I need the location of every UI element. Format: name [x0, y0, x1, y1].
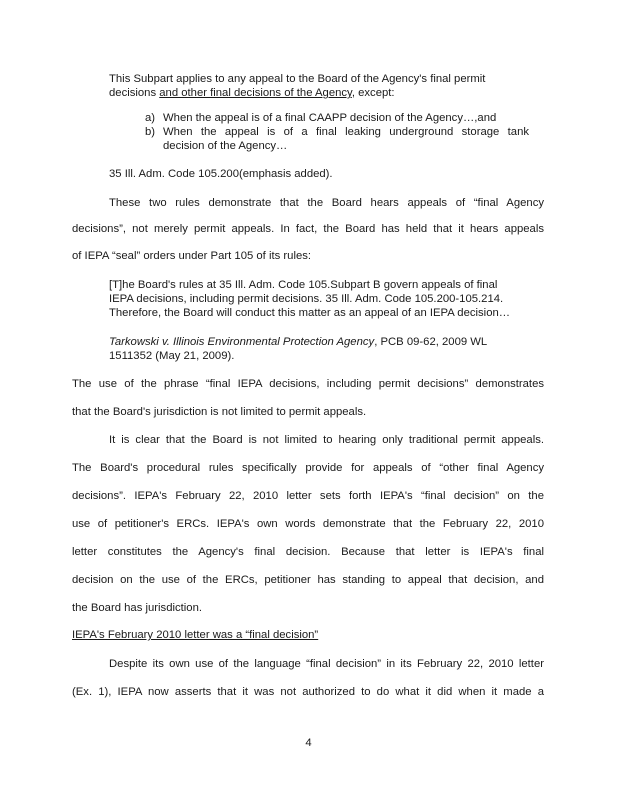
- para3-line1: It is clear that the Board is not limited to hearing only traditional permit appeals.: [109, 434, 544, 446]
- quote1-emphasis: and other final decisions of the Agency: [159, 87, 352, 99]
- para2-line1: The use of the phrase “final IEPA decisions, including permit decisions” demonstrates: [72, 378, 544, 390]
- para1-line2: decisions”, not merely permit appeals. In fact, the Board has held that it hears appeals: [72, 223, 544, 235]
- para1-line1: These two rules demonstrate that the Board hears appeals of “final Agency: [109, 197, 544, 209]
- quote1-line2-tail: , except:: [351, 87, 395, 99]
- quote1-line1: This Subpart applies to any appeal to the Board of the Agency's final permit: [109, 73, 486, 85]
- item-a-text: When the appeal is of a final CAAPP decision of the Agency…,and: [163, 112, 497, 124]
- para3-line4: use of petitioner's ERCs. IEPA's own words demonstrate that the February 22, 2010: [72, 518, 544, 530]
- section-heading: IEPA's February 2010 letter was a “final decision”: [72, 629, 319, 641]
- case-name: Tarkowski v. Illinois Environmental Protection Agency: [109, 336, 375, 348]
- para4-line1: Despite its own use of the language “final decision” in its February 22, 2010 letter: [109, 658, 544, 670]
- quote1-citation: 35 Ill. Adm. Code 105.200(emphasis added).: [109, 168, 333, 180]
- para4-line2: (Ex. 1), IEPA now asserts that it was not authorized to do what it did when it made a: [72, 686, 544, 698]
- case-citation-line2: 1511352 (May 21, 2009).: [109, 350, 235, 362]
- case-citation-line1: [109, 335, 487, 349]
- page-number: 4: [305, 737, 312, 749]
- para1-line3: of IEPA “seal” orders under Part 105 of its rules:: [72, 250, 312, 262]
- item-b-line1: When the appeal is of a final leaking underground storage tank: [163, 126, 529, 138]
- item-b-line2: decision of the Agency…: [163, 140, 288, 152]
- para3-line2: The Board's procedural rules specifically provide for appeals of “other final Agency: [72, 462, 544, 474]
- quote1-line2-plain: decisions: [109, 87, 160, 99]
- quote2-line3: Therefore, the Board will conduct this matter as an appeal of an IEPA decision…: [109, 307, 511, 319]
- quote2-line2: IEPA decisions, including permit decisions. 35 Ill. Adm. Code 105.200-105.214.: [109, 293, 504, 305]
- para3-line5: letter constitutes the Agency's final decision. Because that letter is IEPA's final: [72, 546, 544, 558]
- quote2-line1: [T]he Board's rules at 35 Ill. Adm. Code 105.Subpart B govern appeals of final: [109, 279, 498, 291]
- para2-line2: that the Board's jurisdiction is not limited to permit appeals.: [72, 406, 367, 418]
- case-cite: , PCB 09-62, 2009 WL: [374, 336, 488, 348]
- para3-line6: decision on the use of the ERCs, petitioner has standing to appeal that decision, and: [72, 574, 544, 586]
- item-b-marker: b): [145, 126, 156, 138]
- para3-line7: the Board has jurisdiction.: [72, 602, 202, 614]
- item-a-marker: a): [145, 112, 156, 124]
- para3-line3: decisions”. IEPA's February 22, 2010 letter sets forth IEPA's “final decision” on the: [72, 490, 544, 502]
- quote1-line2: [109, 86, 395, 100]
